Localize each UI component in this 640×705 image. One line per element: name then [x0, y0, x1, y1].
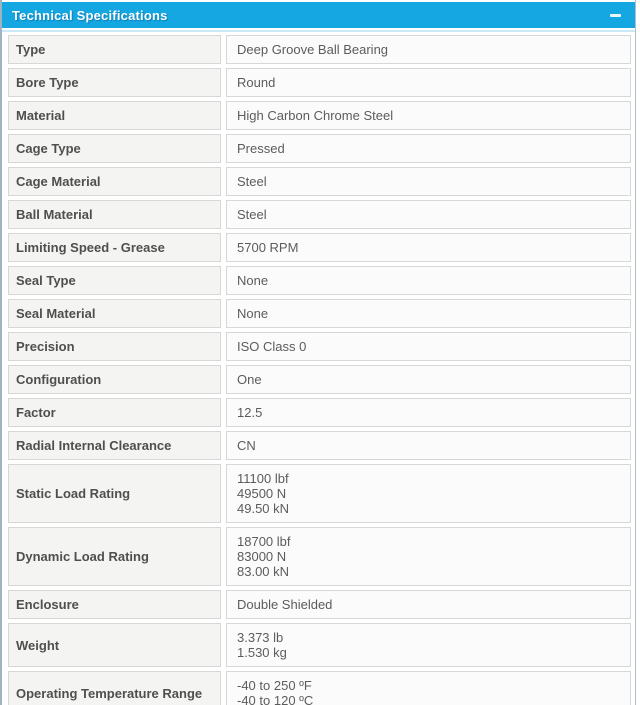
spec-label: Seal Type	[8, 266, 221, 295]
spec-label: Seal Material	[8, 299, 221, 328]
collapse-toggle[interactable]	[607, 8, 623, 22]
spec-row	[8, 299, 631, 328]
spec-label: Material	[8, 101, 221, 130]
spec-label: Configuration	[8, 365, 221, 394]
spec-row	[8, 623, 631, 667]
spec-label: Precision	[8, 332, 221, 361]
panel-header	[2, 2, 635, 28]
spec-row	[8, 266, 631, 295]
spec-value: None	[226, 266, 631, 295]
spec-row	[8, 671, 631, 705]
spec-row	[8, 527, 631, 586]
spec-row	[8, 200, 631, 229]
spec-label: Static Load Rating	[8, 464, 221, 523]
spec-row	[8, 134, 631, 163]
spec-label: Ball Material	[8, 200, 221, 229]
spec-value: Deep Groove Ball Bearing	[226, 35, 631, 64]
spec-row	[8, 233, 631, 262]
spec-row	[8, 68, 631, 97]
spec-label: Weight	[8, 623, 221, 667]
spec-row	[8, 464, 631, 523]
spec-table	[2, 32, 635, 705]
spec-value: One	[226, 365, 631, 394]
spec-row	[8, 332, 631, 361]
spec-value: 12.5	[226, 398, 631, 427]
spec-value: 3.373 lb 1.530 kg	[226, 623, 631, 667]
spec-label: Cage Material	[8, 167, 221, 196]
spec-label: Cage Type	[8, 134, 221, 163]
spec-value: 11100 lbf 49500 N 49.50 kN	[226, 464, 631, 523]
spec-value: -40 to 250 ºF -40 to 120 ºC	[226, 671, 631, 705]
spec-value: Round	[226, 68, 631, 97]
spec-value: Steel	[226, 167, 631, 196]
spec-value: None	[226, 299, 631, 328]
spec-value: 18700 lbf 83000 N 83.00 kN	[226, 527, 631, 586]
spec-label: Operating Temperature Range	[8, 671, 221, 705]
spec-value: 5700 RPM	[226, 233, 631, 262]
spec-label: Limiting Speed - Grease	[8, 233, 221, 262]
spec-row	[8, 590, 631, 619]
spec-label: Dynamic Load Rating	[8, 527, 221, 586]
spec-label: Type	[8, 35, 221, 64]
spec-label: Radial Internal Clearance	[8, 431, 221, 460]
spec-value: High Carbon Chrome Steel	[226, 101, 631, 130]
spec-label: Factor	[8, 398, 221, 427]
spec-row	[8, 365, 631, 394]
spec-value: Double Shielded	[226, 590, 631, 619]
panel-title: Technical Specifications	[12, 7, 168, 23]
spec-value: ISO Class 0	[226, 332, 631, 361]
spec-value: Pressed	[226, 134, 631, 163]
spec-row	[8, 398, 631, 427]
spec-value: CN	[226, 431, 631, 460]
spec-row	[8, 35, 631, 64]
spec-row	[8, 101, 631, 130]
spec-value: Steel	[226, 200, 631, 229]
spec-label: Enclosure	[8, 590, 221, 619]
spec-row	[8, 431, 631, 460]
minus-icon	[610, 14, 621, 17]
spec-row	[8, 167, 631, 196]
spec-label: Bore Type	[8, 68, 221, 97]
